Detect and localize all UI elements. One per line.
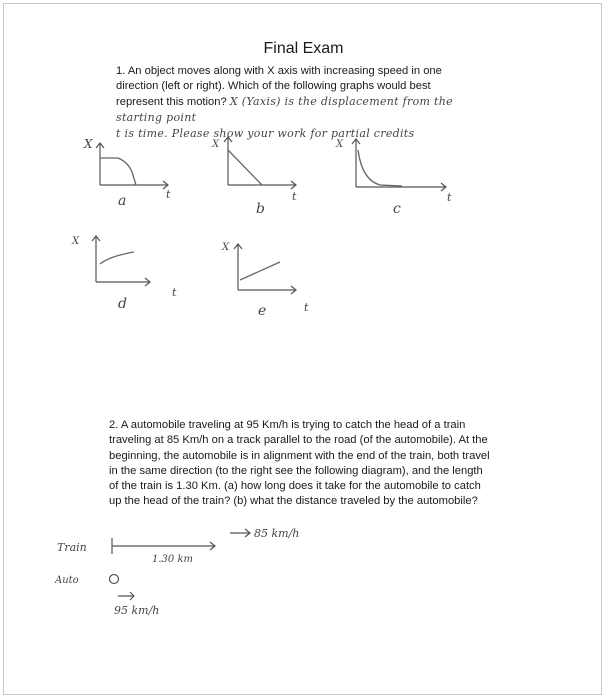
graph-b-y-label: X (212, 139, 220, 150)
train-speed-arrow (230, 529, 250, 537)
graph-b-label: b (256, 201, 265, 217)
graph-e-label: e (258, 303, 267, 319)
train-label: Train (57, 541, 87, 554)
train-length: 1.30 km (152, 554, 193, 565)
graph-a-label: a (118, 193, 127, 209)
graph-b-x-label: t (292, 190, 297, 203)
question-1-handwritten-note-2: t is time. Please show your work for partial credits (116, 127, 415, 140)
graph-c-y-label: X (336, 139, 344, 150)
auto-label: Auto (55, 575, 79, 586)
graph-a-y-label: X (84, 137, 93, 151)
train-speed: 85 km/h (254, 527, 300, 540)
question-1-text: 1. An object moves along with X axis with increasing speed in one direction (left or right). Which of the following graphs would best represent this motion? (116, 65, 442, 108)
question-2-text: 2. A automobile traveling at 95 Km/h is trying to catch the head of a train traveling at 85 Km/h on a track parallel to the road (of the automobile). At the beginning, the automobile is in alignment with the end of the train, both travel in the same direction (to the right see the following diagram), and the length of the train is 1.30 Km. (a) how long does it take for the automobile to catch up the head of the train? (b) what the distance traveled by the automobile? (109, 419, 490, 508)
graph-e-y-label: X (222, 242, 230, 253)
question-1-handwritten-note-1: X (Yaxis) is the displacement from the starting point (116, 95, 453, 124)
graph-a-x-label: t (166, 188, 171, 201)
graph-d-y-label: X (72, 236, 80, 247)
graph-d-label: d (118, 296, 127, 312)
graph-c-x-label: t (447, 191, 452, 204)
graph-d-x-label: t (172, 286, 177, 299)
graph-e-x-label: t (304, 301, 309, 314)
auto-speed-arrow (118, 592, 134, 600)
auto-speed: 95 km/h (114, 604, 160, 617)
auto-dot (110, 575, 119, 584)
page-title: Final Exam (263, 40, 344, 57)
graph-c-label: c (393, 201, 401, 217)
